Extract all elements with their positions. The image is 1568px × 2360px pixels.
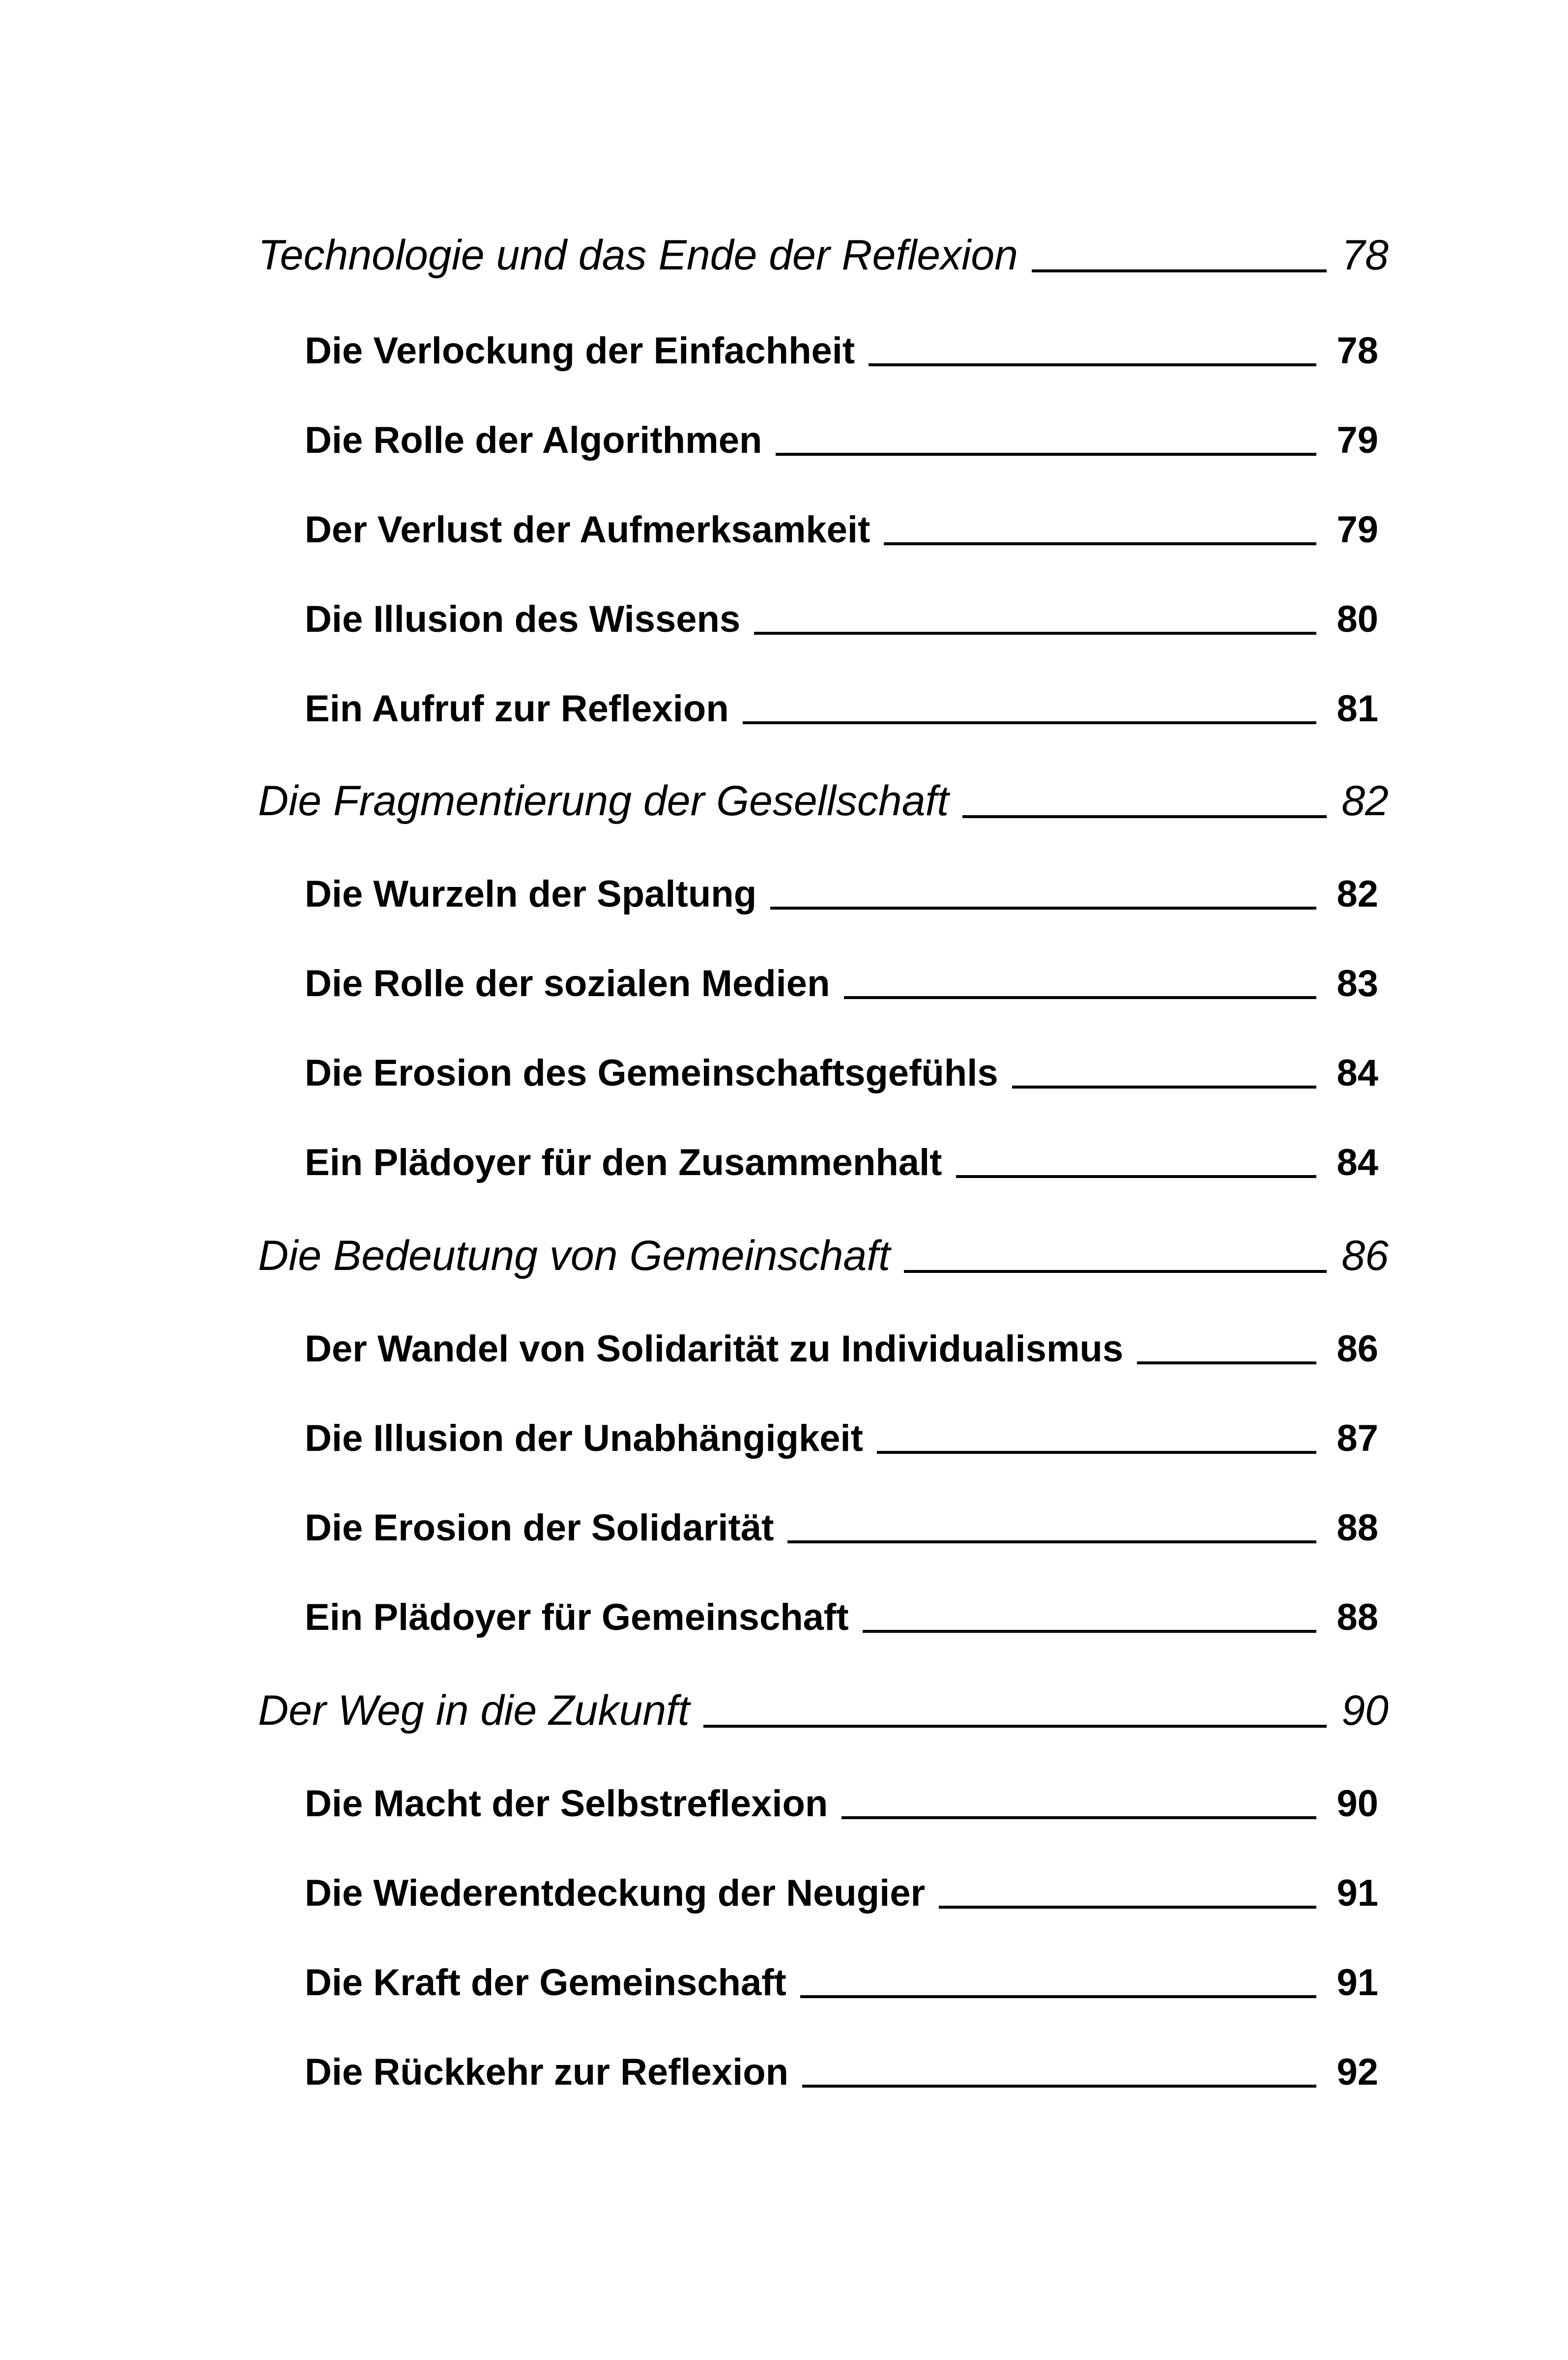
toc-entry-title: Die Erosion des Gemeinschaftsgefühls: [305, 1052, 998, 1094]
toc-section-entry[interactable]: [305, 2051, 1378, 2094]
toc-section-entry[interactable]: [305, 598, 1378, 641]
toc-entry-title: Die Kraft der Gemeinschaft: [305, 1962, 786, 2004]
toc-section-entry[interactable]: [305, 1141, 1378, 1184]
toc-leader-line: [800, 1995, 1316, 1998]
toc-section-entry[interactable]: [305, 1328, 1378, 1370]
toc-leader-line: [1032, 269, 1327, 272]
toc-page-number: 82: [1341, 777, 1389, 825]
toc-page-number: 88: [1336, 1507, 1378, 1549]
toc-page-number: 82: [1336, 873, 1378, 915]
toc-page-number: 90: [1336, 1783, 1378, 1825]
toc-chapter-entry[interactable]: [258, 1232, 1389, 1280]
toc-entry-title: Die Illusion der Unabhängigkeit: [305, 1417, 863, 1459]
toc-leader-line: [884, 542, 1316, 545]
toc-leader-line: [863, 1630, 1316, 1633]
toc-leader-line: [770, 907, 1316, 910]
toc-chapter-entry[interactable]: [258, 777, 1389, 826]
toc-section-entry[interactable]: [305, 687, 1378, 730]
toc-leader-line: [939, 1906, 1316, 1909]
toc-section-entry[interactable]: [305, 508, 1378, 551]
toc-page-number: 84: [1336, 1142, 1378, 1183]
toc-entry-title: Der Verlust der Aufmerksamkeit: [305, 509, 871, 551]
toc-entry-title: Die Fragmentierung der Gesellschaft: [258, 777, 949, 825]
toc-entry-title: Die Erosion der Solidarität: [305, 1507, 774, 1549]
toc-page-number: 78: [1336, 330, 1378, 372]
toc-entry-title: Technologie und das Ende der Reflexion: [258, 232, 1018, 279]
toc-section-entry[interactable]: [305, 419, 1378, 462]
toc-leader-line: [743, 721, 1316, 724]
toc-entry-title: Die Rolle der Algorithmen: [305, 419, 762, 461]
toc-page-number: 81: [1336, 688, 1378, 730]
toc-entry-title: Die Wurzeln der Spaltung: [305, 873, 757, 915]
toc-page-number: 78: [1341, 232, 1389, 279]
toc-entry-title: Der Weg in die Zukunft: [258, 1687, 690, 1734]
toc-section-entry[interactable]: [305, 962, 1378, 1005]
toc-page-number: 87: [1336, 1417, 1378, 1459]
toc-page-number: 91: [1336, 1962, 1378, 2004]
toc-entry-title: Ein Aufruf zur Reflexion: [305, 688, 729, 730]
toc-leader-line: [842, 1816, 1316, 1819]
toc-page-number: 84: [1336, 1052, 1378, 1094]
toc-entry-title: Die Macht der Selbstreflexion: [305, 1783, 828, 1825]
toc-section-entry[interactable]: [305, 1782, 1378, 1825]
toc-leader-line: [776, 453, 1316, 456]
toc-page-number: 79: [1336, 509, 1378, 551]
toc-chapter-entry[interactable]: [258, 231, 1389, 280]
toc-entry-title: Der Wandel von Solidarität zu Individualismus: [305, 1328, 1124, 1370]
toc-section-entry[interactable]: [305, 873, 1378, 915]
toc-page-number: 86: [1336, 1328, 1378, 1370]
toc-leader-line: [787, 1540, 1316, 1543]
toc-entry-title: Die Rolle der sozialen Medien: [305, 963, 830, 1004]
toc-entry-title: Die Rückkehr zur Reflexion: [305, 2051, 789, 2093]
toc-entry-title: Die Wiederentdeckung der Neugier: [305, 1872, 926, 1914]
toc-page-number: 83: [1336, 963, 1378, 1004]
toc-entry-title: Die Bedeutung von Gemeinschaft: [258, 1232, 891, 1279]
toc-leader-line: [802, 2085, 1316, 2088]
toc-leader-line: [904, 1270, 1327, 1273]
toc-section-entry[interactable]: [305, 1961, 1378, 2004]
toc-chapter-entry[interactable]: [258, 1686, 1389, 1735]
toc-page-number: 79: [1336, 419, 1378, 461]
toc-entry-title: Die Illusion des Wissens: [305, 598, 741, 640]
toc-leader-line: [869, 363, 1316, 366]
toc-page-number: 88: [1336, 1596, 1378, 1638]
toc-leader-line: [1137, 1361, 1316, 1364]
toc-leader-line: [754, 632, 1316, 635]
toc-section-entry[interactable]: [305, 329, 1378, 372]
toc-page-number: 90: [1341, 1687, 1389, 1734]
toc-page-number: 91: [1336, 1872, 1378, 1914]
toc-section-entry[interactable]: [305, 1596, 1378, 1639]
toc-page-number: 92: [1336, 2051, 1378, 2093]
toc-entry-title: Ein Plädoyer für den Zusammenhalt: [305, 1142, 942, 1183]
toc-leader-line: [1012, 1086, 1316, 1089]
toc-section-entry[interactable]: [305, 1052, 1378, 1094]
toc-section-entry[interactable]: [305, 1417, 1378, 1460]
toc-leader-line: [956, 1175, 1317, 1178]
toc-leader-line: [844, 996, 1317, 999]
toc-page-number: 86: [1341, 1232, 1389, 1279]
toc-section-entry[interactable]: [305, 1872, 1378, 1915]
toc-entry-title: Ein Plädoyer für Gemeinschaft: [305, 1596, 849, 1638]
toc-leader-line: [962, 815, 1327, 818]
toc-section-entry[interactable]: [305, 1506, 1378, 1549]
toc-leader-line: [877, 1451, 1316, 1454]
toc-entry-title: Die Verlockung der Einfachheit: [305, 330, 855, 372]
toc-leader-line: [703, 1725, 1327, 1728]
toc-page-number: 80: [1336, 598, 1378, 640]
